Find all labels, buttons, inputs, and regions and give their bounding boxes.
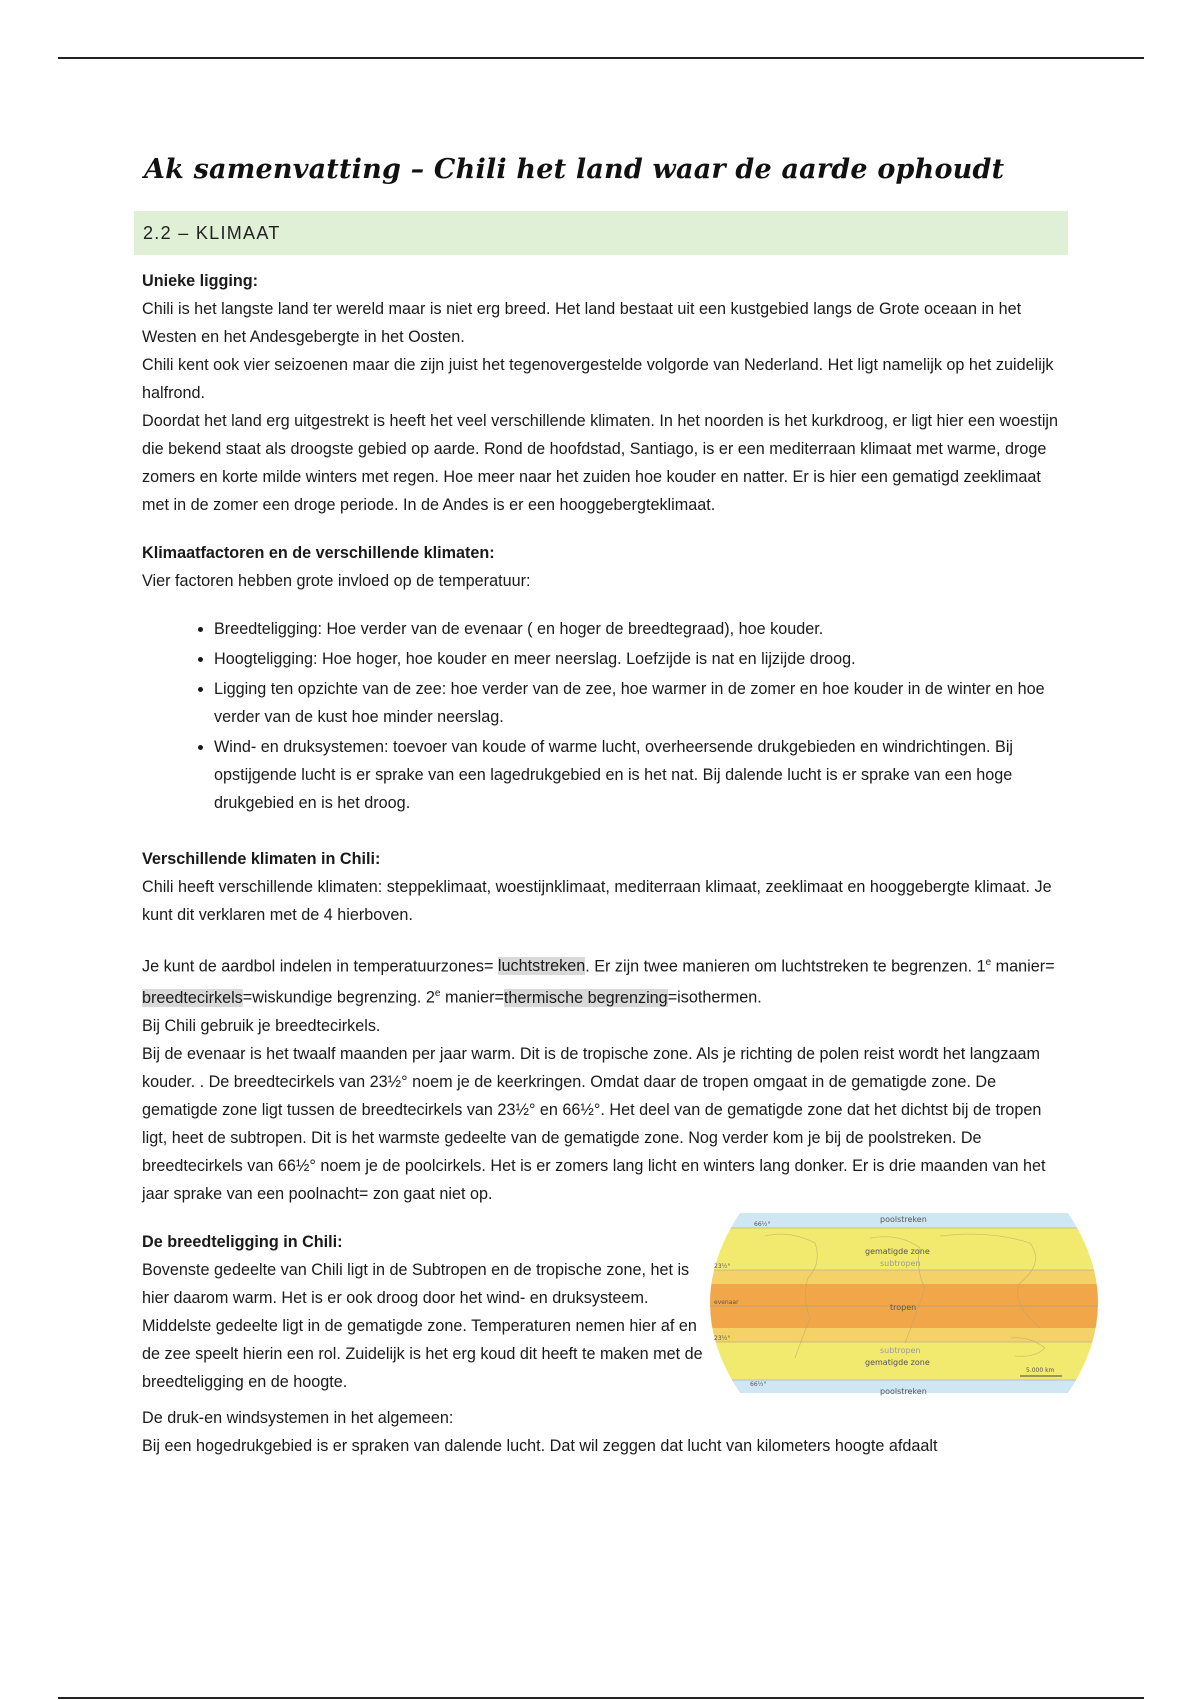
heading-verschillende-klimaten: Verschillende klimaten in Chili: <box>142 850 381 868</box>
label-poolstreken-top: poolstreken <box>880 1214 927 1224</box>
label-subtropen-top: subtropen <box>880 1258 921 1268</box>
highlight-luchtstreken: luchtstreken <box>497 957 586 976</box>
zone-subtropics-south <box>710 1328 1098 1342</box>
highlight-breedtecirkels: breedtecirkels <box>142 988 243 1007</box>
label-lat-23-n: 23½° <box>714 1262 731 1270</box>
text-run: manier= <box>991 957 1055 976</box>
text-run: =isothermen. <box>667 988 762 1007</box>
document-body <box>142 267 1062 1460</box>
list-item: • Hoogteligging: Hoe hoger, hoe kouder en meer neerslag. Loefzijde is nat en lijzijde droog. <box>214 645 1062 673</box>
heading-klimaatfactoren: Klimaatfactoren en de verschillende klimaten: <box>142 544 495 562</box>
paragraph: Bij Chili gebruik je breedtecirkels. <box>142 1016 381 1035</box>
breedteligging-text <box>142 1228 710 1396</box>
climate-zones-map-image <box>710 1208 1098 1398</box>
text-run: Je kunt de aardbol indelen in temperatuurzones= <box>142 957 498 976</box>
paragraph: Chili kent ook vier seizoenen maar die zijn juist het tegenovergestelde volgorde van Nederland. Het ligt namelijk op het zuidelijk halfrond. <box>142 356 1054 402</box>
highlight-thermische-begrenzing: thermische begrenzing <box>503 988 668 1007</box>
factor-list <box>142 615 1062 817</box>
heading-breedteligging: De breedteligging in Chili: <box>142 1232 343 1251</box>
label-lat-66-n: 66½° <box>754 1220 771 1228</box>
list-item: • Wind- en druksystemen: toevoer van koude of warme lucht, overheersende drukgebieden en windrichtingen. Bij opstijgende lucht is er sprake van een lagedrukgebied en is het nat. Bij dalende lucht is er sprake van een hoge drukgebied en is het droog. <box>214 733 1062 817</box>
text-run: =wiskundige begrenzing. 2 <box>242 988 435 1007</box>
document-title: Ak samenvatting – Chili het land waar de aarde ophoudt <box>144 154 1005 185</box>
label-tropen: tropen <box>890 1302 917 1312</box>
heading-unieke-ligging: Unieke ligging: <box>142 272 259 290</box>
page <box>142 150 1062 1460</box>
list-item: • Breedteligging: Hoe verder van de evenaar ( en hoger de breedtegraad), hoe kouder. <box>214 615 1062 643</box>
label-gematigde-top: gematigde zone <box>865 1246 930 1256</box>
footer-rule <box>58 1697 1144 1699</box>
superscript: e <box>985 957 992 968</box>
zone-subtropics-north <box>710 1270 1098 1284</box>
section-heading: 2.2 – KLIMAAT <box>143 222 281 243</box>
text-run: manier= <box>440 988 504 1007</box>
label-poolstreken-bottom: poolstreken <box>880 1386 927 1396</box>
superscript: e <box>434 988 441 1000</box>
paragraph: Doordat het land erg uitgestrekt is heeft het veel verschillende klimaten. In het noorden is het kurkdroog, er ligt hier een woestijn die bekend staat als droogste gebied op aarde. Rond de hoofdstad, Santiago, is er een mediterraan klimaat met warme, droge zomers en korte milde winters met regen. Hoe meer naar het zuiden hoe kouder en natter. Er is hier een gematigd zeeklimaat met in de zomer een droge periode. In de Andes is er een hooggebergteklimaat. <box>142 412 1059 514</box>
paragraph: Vier factoren hebben grote invloed op de temperatuur: <box>142 572 531 590</box>
climate-zones-map <box>710 1208 1098 1398</box>
paragraph: Bij de evenaar is het twaalf maanden per jaar warm. Dit is de tropische zone. Als je richting de polen reist wordt het langzaam kouder. . De breedtecirkels van 23½° noem je de keerkringen. Omdat daar de tropen omgaat in de gematigde zone. De gematigde zone ligt tussen de breedtecirkels van 23½° en 66½°. Het deel van de gematigde zone dat het dichtst bij de tropen ligt, heet de subtropen. Dit is het warmste gedeelte van de gematigde zone. Nog verder kom je bij de poolstreken. De breedtecirkels van 66½° noem je de poolcirkels. Het is er zomers lang licht en winters lang donker. Er is drie maanden van het jaar sprake van een poolnacht= zon gaat niet op. <box>142 1044 1046 1203</box>
paragraph: Chili heeft verschillende klimaten: steppeklimaat, woestijnklimaat, mediterraan klimaat, zeeklimaat en hooggebergte klimaat. Je kunt dit verklaren met de 4 hierboven. <box>142 878 1052 924</box>
paragraph: Bij een hogedrukgebied is er spraken van dalende lucht. Dat wil zeggen dat lucht van kilometers hoogte afdaalt <box>142 1436 938 1455</box>
paragraph: Chili is het langste land ter wereld maar is niet erg breed. Het land bestaat uit een kustgebied langs de Grote oceaan in het Westen en het Andesgebergte in het Oosten. <box>142 300 1022 346</box>
section-heading-band <box>134 211 1068 255</box>
paragraph: Bovenste gedeelte van Chili ligt in de Subtropen en de tropische zone, het is hier daarom warm. Het is er ook droog door het wind- en druksysteem. Middelste gedeelte ligt in de gematigde zone. Temperaturen nemen hier af en de zee speelt hierin een rol. Zuidelijk is het erg koud dit heeft te maken met de breedteligging en de hoogte. <box>142 1260 703 1391</box>
paragraph-luchtstreken <box>142 949 1062 1012</box>
paragraph: De druk-en windsystemen in het algemeen: <box>142 1408 454 1427</box>
label-evenaar: evenaar <box>714 1298 739 1306</box>
label-subtropen-bottom: subtropen <box>880 1345 921 1355</box>
label-gematigde-bottom: gematigde zone <box>865 1357 930 1367</box>
text-run: . Er zijn twee manieren om luchtstreken te begrenzen. 1 <box>585 957 986 976</box>
label-lat-66-s: 66½° <box>750 1380 767 1388</box>
list-item: • Ligging ten opzichte van de zee: hoe verder van de zee, hoe warmer in de zomer en hoe kouder in de winter en hoe verder van de kust hoe minder neerslag. <box>214 675 1062 731</box>
label-lat-23-s: 23½° <box>714 1334 731 1342</box>
label-scale: 5.000 km <box>1026 1366 1055 1374</box>
header-rule <box>58 57 1144 59</box>
breedteligging-block <box>142 1214 1062 1398</box>
